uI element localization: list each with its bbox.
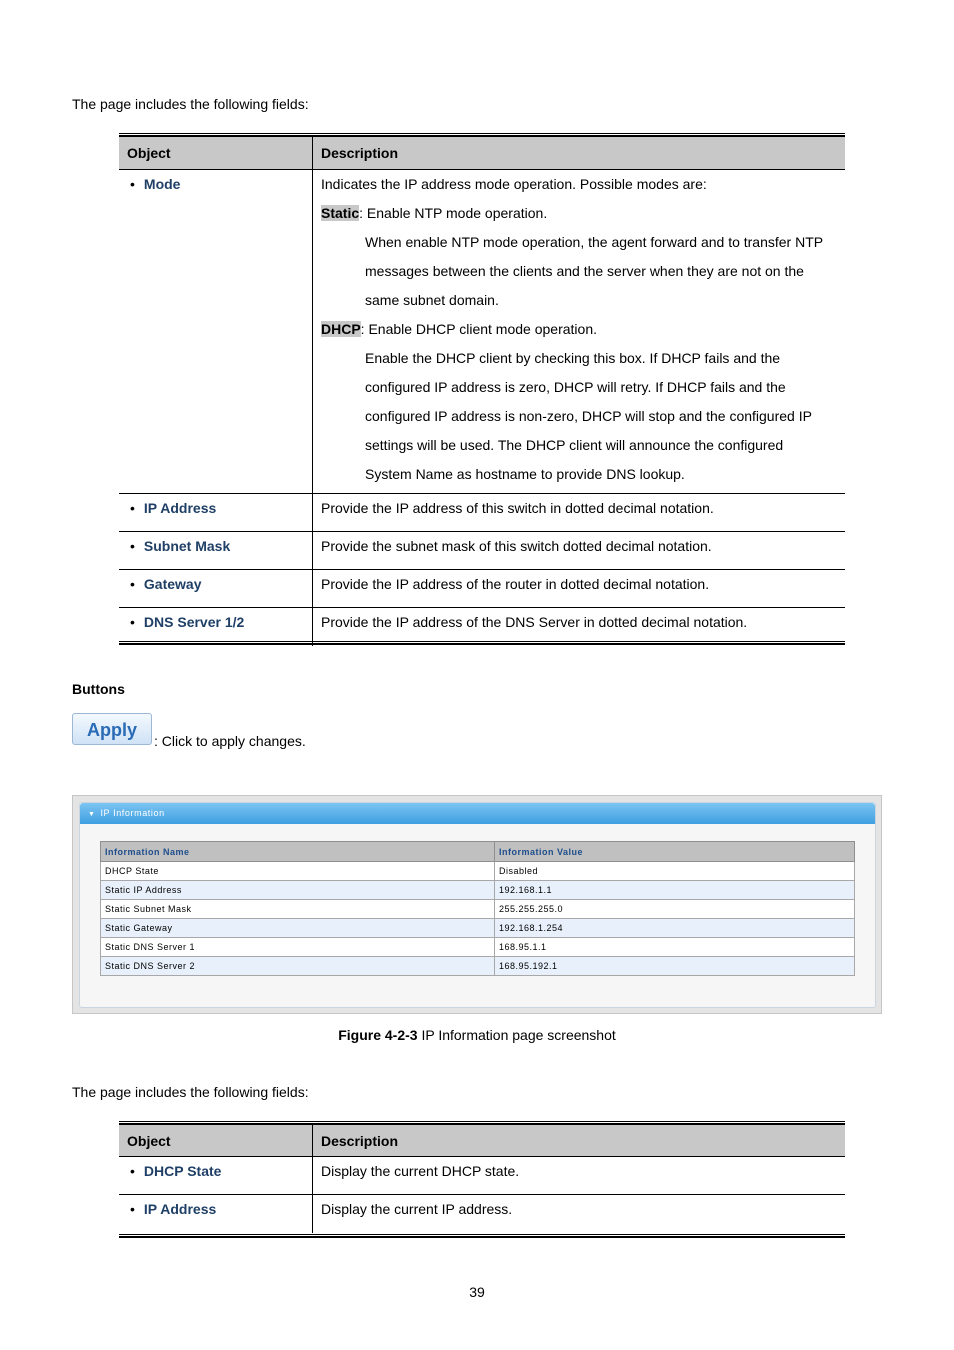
description-cell xyxy=(313,170,846,494)
ip-information-table xyxy=(100,841,855,976)
dhcp-label: DHCP xyxy=(321,321,361,337)
description-cell: Provide the subnet mask of this switch dotted decimal notation. xyxy=(313,532,846,570)
col-information-name: Information Name xyxy=(101,842,495,862)
description-cell: Provide the IP address of the DNS Server in dotted decimal notation. xyxy=(313,608,846,646)
table-row: Static Subnet Mask 255.255.255.0 xyxy=(101,900,855,919)
description-cell: Provide the IP address of this switch in dotted decimal notation. xyxy=(313,494,846,532)
table-row xyxy=(119,1157,845,1195)
static-detail-3: same subnet domain. xyxy=(365,292,499,308)
panel-title: IP Information xyxy=(100,808,165,818)
static-line: Static: Enable NTP mode operation. xyxy=(321,205,548,221)
panel-header xyxy=(80,803,875,824)
table-row xyxy=(119,170,845,494)
page-number: 39 xyxy=(469,1284,485,1300)
fields-table-1 xyxy=(119,137,845,646)
object-mode: • Mode xyxy=(127,176,180,192)
table-row xyxy=(119,1195,845,1233)
table-row: Static DNS Server 1 168.95.1.1 xyxy=(101,938,855,957)
header-description: Description xyxy=(313,137,846,170)
col-information-value: Information Value xyxy=(495,842,855,862)
header-object: Object xyxy=(119,137,313,170)
static-label: Static xyxy=(321,205,360,221)
object-dhcp-state: • DHCP State xyxy=(127,1163,221,1179)
dhcp-detail-3: configured IP address is non-zero, DHCP will stop and the configured IP xyxy=(365,408,812,424)
fields-table-2 xyxy=(119,1125,845,1233)
description-cell: Display the current DHCP state. xyxy=(313,1157,846,1195)
object-gateway: • Gateway xyxy=(127,576,202,592)
dhcp-line: DHCP: Enable DHCP client mode operation. xyxy=(321,321,597,337)
dhcp-detail-2: configured IP address is zero, DHCP will retry. If DHCP fails and the xyxy=(365,379,786,395)
table-row: Static IP Address 192.168.1.1 xyxy=(101,881,855,900)
object-subnet-mask: • Subnet Mask xyxy=(127,538,230,554)
static-detail-2: messages between the clients and the server when they are not on the xyxy=(365,263,804,279)
dhcp-detail-1: Enable the DHCP client by checking this box. If DHCP fails and the xyxy=(365,350,781,366)
table-row: Static Gateway 192.168.1.254 xyxy=(101,919,855,938)
table-bottom-rule xyxy=(119,641,845,645)
header-object: Object xyxy=(119,1125,313,1157)
apply-description: : Click to apply changes. xyxy=(154,733,306,749)
object-dns-server: • DNS Server 1/2 xyxy=(127,614,244,630)
mode-intro: Indicates the IP address mode operation. Possible modes are: xyxy=(321,176,707,192)
intro-text: The page includes the following fields: xyxy=(72,96,309,112)
object-ip-address: • IP Address xyxy=(127,500,216,516)
dhcp-detail-5: System Name as hostname to provide DNS lookup. xyxy=(365,466,685,482)
apply-button[interactable]: Apply xyxy=(72,713,152,745)
table-row: DHCP State Disabled xyxy=(101,862,855,881)
intro-text-2: The page includes the following fields: xyxy=(72,1084,309,1100)
header-description: Description xyxy=(313,1125,846,1157)
table-row xyxy=(119,608,845,646)
description-cell: Provide the IP address of the router in dotted decimal notation. xyxy=(313,570,846,608)
description-cell: Display the current IP address. xyxy=(313,1195,846,1233)
object-cell xyxy=(119,170,313,494)
buttons-heading: Buttons xyxy=(72,681,125,697)
table-row xyxy=(119,570,845,608)
static-detail-1: When enable NTP mode operation, the agent forward and to transfer NTP xyxy=(365,234,824,250)
object-ip-address: • IP Address xyxy=(127,1201,216,1217)
table-bottom-rule xyxy=(119,1234,845,1238)
collapse-arrow-icon[interactable]: ▼ xyxy=(88,811,95,818)
table-row: Static DNS Server 2 168.95.192.1 xyxy=(101,957,855,976)
figure-caption: Figure 4-2-3 IP Information page screenshot xyxy=(338,1027,616,1043)
table-row xyxy=(119,532,845,570)
table-row xyxy=(119,494,845,532)
dhcp-detail-4: settings will be used. The DHCP client will announce the configured xyxy=(365,437,784,453)
